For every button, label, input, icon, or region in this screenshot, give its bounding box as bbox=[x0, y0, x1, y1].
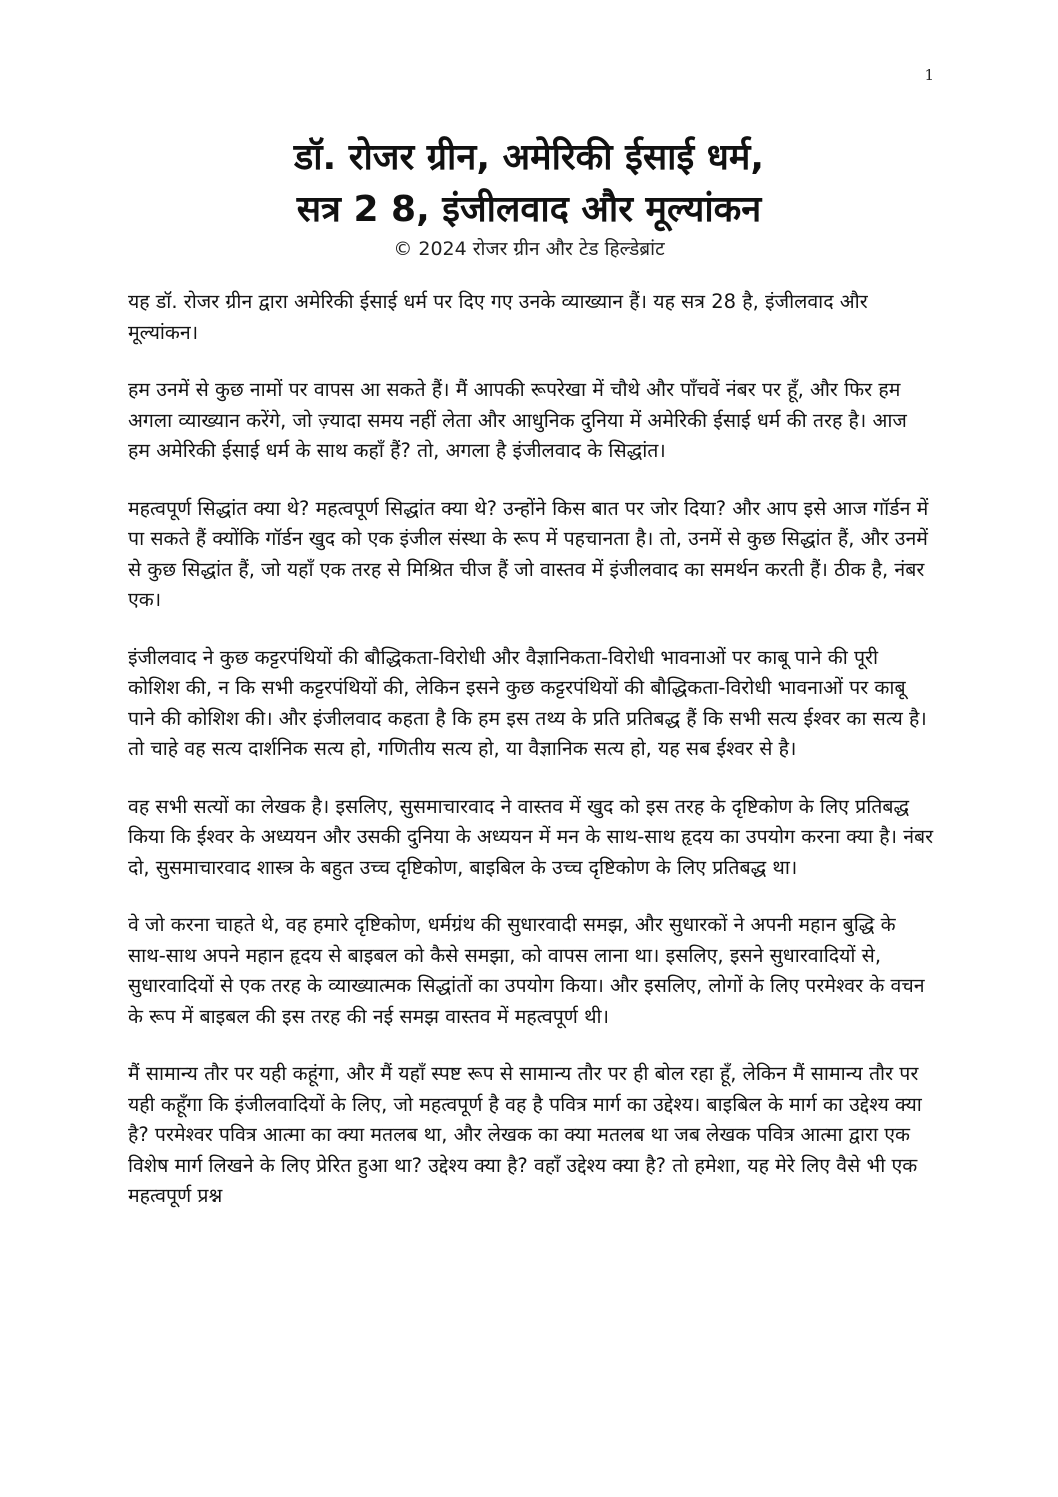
paragraph-4: इंजीलवाद ने कुछ कट्टरपंथियों की बौद्धिकता-विरोधी और वैज्ञानिकता-विरोधी भावनाओं पर काबू पाने की पूरी कोशिश की, न कि सभी कट्टरपंथियों की, लेकिन इसने कुछ कट्टरपंथियों की बौद्धिकता-विरोधी भावनाओं पर काबू पाने की कोशिश की। और इंजीलवाद कहता है कि हम इस तथ्य के प्रति प्रतिबद्ध हैं कि सभी सत्य ईश्वर का सत्य है। तो चाहे वह सत्य दार्शनिक सत्य हो, गणितीय सत्य हो, या वैज्ञानिक सत्य हो, यह सब ईश्वर से है। bbox=[128, 645, 927, 760]
paragraph-2: हम उनमें से कुछ नामों पर वापस आ सकते हैं। मैं आपकी रूपरेखा में चौथे और पाँचवें नंबर पर हूँ, और फिर हम अगला व्याख्यान करेंगे, जो ज़्यादा समय नहीं लेता और आधुनिक दुनिया में अमेरिकी ईसाई धर्म की तरह है। आज हम अमेरिकी ईसाई धर्म के साथ कहाँ हैं? तो, अगला है इंजीलवाद के सिद्धांत। bbox=[128, 378, 907, 462]
page-number: 1 bbox=[924, 66, 934, 84]
paragraph-3: महत्वपूर्ण सिद्धांत क्या थे? महत्वपूर्ण सिद्धांत क्या थे? उन्होंने किस बात पर जोर दिया? और आप इसे आज गॉर्डन में पा सकते हैं क्योंकि गॉर्डन खुद को एक इंजील संस्था के रूप में पहचानता है। तो, उनमें से कुछ सिद्धांत हैं, और उनमें से कुछ सिद्धांत हैं, जो यहाँ एक तरह से मिश्रित चीज हैं जो वास्तव में इंजीलवाद का समर्थन करती हैं। ठीक है, नंबर एक। bbox=[128, 496, 929, 611]
document-header bbox=[120, 132, 938, 262]
title-line-2: सत्र 2 8, इंजीलवाद और मूल्यांकन bbox=[296, 189, 762, 230]
title-line-1: डॉ. रोजर ग्रीन, अमेरिकी ईसाई धर्म, bbox=[293, 137, 765, 178]
document-title bbox=[120, 132, 938, 236]
paragraph-5: वह सभी सत्यों का लेखक है। इसलिए, सुसमाचारवाद ने वास्तव में खुद को इस तरह के दृष्टिकोण के लिए प्रतिबद्ध किया कि ईश्वर के अध्ययन और उसकी दुनिया के अध्ययन में मन के साथ-साथ हृदय का उपयोग करना क्या है। नंबर दो, सुसमाचारवाद शास्त्र के बहुत उच्च दृष्टिकोण, बाइबिल के उच्च दृष्टिकोण के लिए प्रतिबद्ध था। bbox=[128, 794, 934, 879]
paragraph-1: यह डॉ. रोजर ग्रीन द्वारा अमेरिकी ईसाई धर्म पर दिए गए उनके व्याख्यान हैं। यह सत्र 28 है, इंजीलवाद और मूल्यांकन। bbox=[128, 290, 868, 344]
paragraph-7: मैं सामान्य तौर पर यही कहूंगा, और मैं यहाँ स्पष्ट रूप से सामान्य तौर पर ही बोल रहा हूँ, लेकिन मैं सामान्य तौर पर यही कहूँगा कि इंजीलवादियों के लिए, जो महत्वपूर्ण है वह है पवित्र मार्ग का उद्देश्य। बाइबिल के मार्ग का उद्देश्य क्या है? परमेश्वर पवित्र आत्मा का क्या मतलब था, और लेखक का क्या मतलब था जब लेखक पवित्र आत्मा द्वारा एक विशेष मार्ग लिखने के लिए प्रेरित हुआ था? उद्देश्य क्या है? वहाँ उद्देश्य क्या है? तो हमेशा, यह मेरे लिए वैसे भी एक महत्वपूर्ण प्रश्न bbox=[128, 1062, 922, 1207]
paragraph-6: वे जो करना चाहते थे, वह हमारे दृष्टिकोण, धर्मग्रंथ की सुधारवादी समझ, और सुधारकों ने अपनी महान बुद्धि के साथ-साथ अपने महान हृदय से बाइबल को कैसे समझा, को वापस लाना था। इसलिए, इसने सुधारवादियों से, सुधारवादियों से एक तरह के व्याख्यात्मक सिद्धांतों का उपयोग किया। और इसलिए, लोगों के लिए परमेश्वर के वचन के रूप में बाइबल की इस तरह की नई समझ वास्तव में महत्वपूर्ण थी। bbox=[128, 913, 925, 1028]
document-body bbox=[128, 287, 934, 1239]
copyright-notice: © 2024 रोजर ग्रीन और टेड हिल्डेब्रांट bbox=[393, 238, 665, 260]
